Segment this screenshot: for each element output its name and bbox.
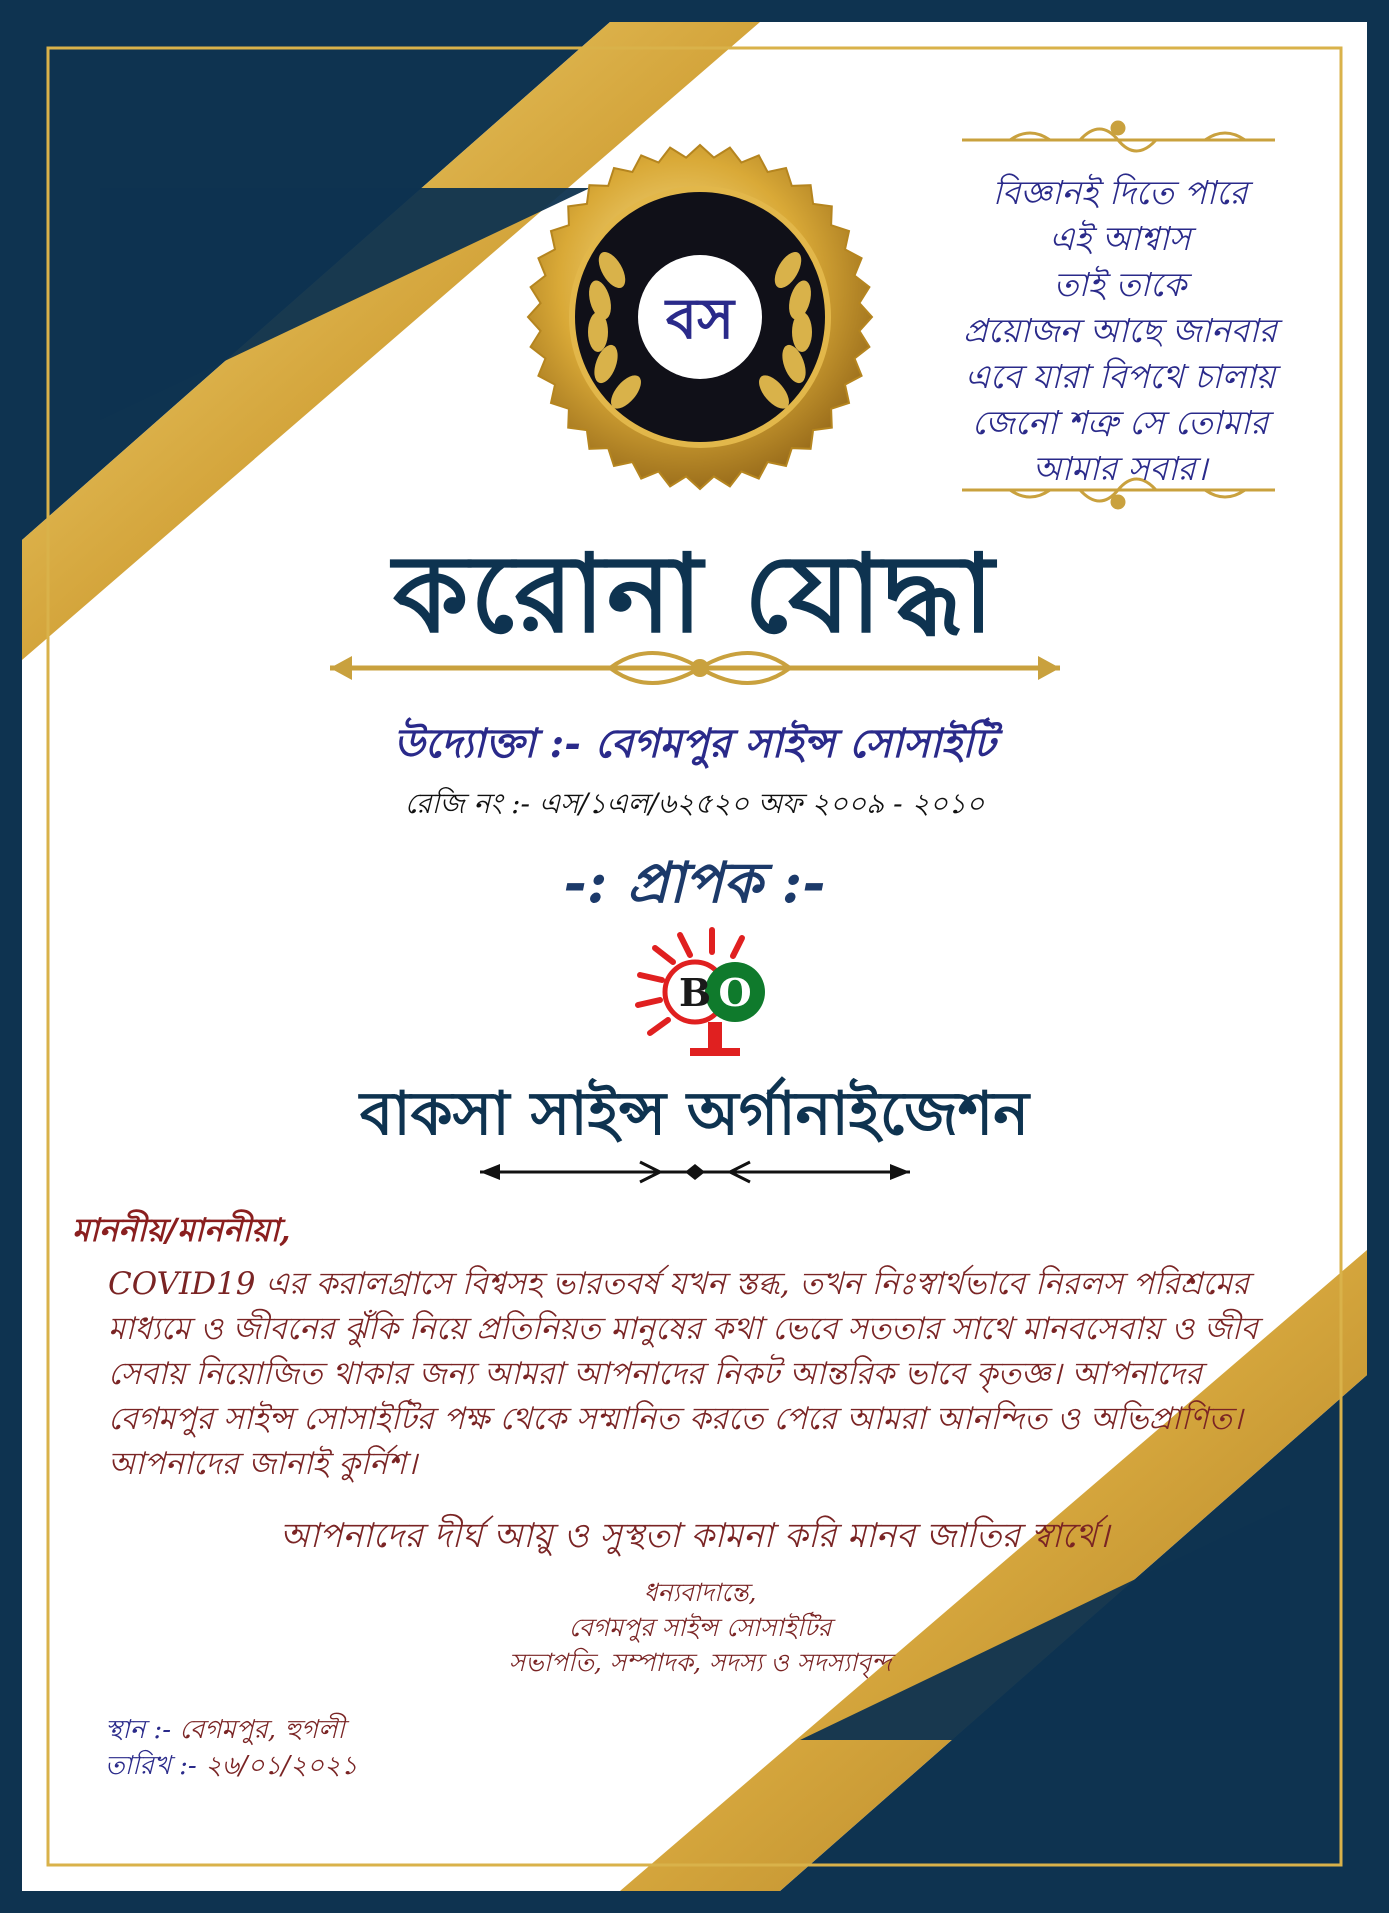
salutation: মাননীয়/মাননীয়া, [72, 1211, 291, 1249]
place-label: স্থান :- [105, 1715, 172, 1745]
poem-block [940, 170, 1300, 492]
certificate-title: করোনা যোদ্ধা [393, 532, 996, 657]
poem-line: প্রয়োজন আছে জানবার [963, 311, 1277, 350]
registration-number: রেজি নং :- এস/১এল/৬২৫২০ অফ ২০০৯ - ২০১০ [404, 787, 985, 820]
poem-line: এবে যারা বিপথে চালায় [964, 357, 1276, 396]
place-row [105, 1712, 358, 1748]
date-label: তারিখ :- [105, 1751, 197, 1781]
signature-line: ধন্যবাদান্তে, [643, 1578, 757, 1607]
poem-line: জেনো শত্রু সে তোমার [971, 403, 1269, 442]
logo-letter-o: O [718, 970, 752, 1015]
wish-line: আপনাদের দীর্ঘ আয়ু ও সুস্থতা কামনা করি মানব জাতির স্বার্থে। [279, 1516, 1110, 1556]
date-row [105, 1748, 358, 1784]
place-date-block [105, 1712, 358, 1784]
poem-line: তাই তাকে [1053, 265, 1187, 304]
organizer: উদ্যোক্তা :- বেগমপুর সাইন্স সোসাইটি [393, 720, 996, 767]
signature-line: সভাপতি, সম্পাদক, সদস্য ও সদস্যাবৃন্দ [508, 1648, 892, 1677]
date-value: ২৬/০১/২০২১ [204, 1751, 358, 1781]
body-text: COVID19 এর করালগ্রাসে বিশ্বসহ ভারতবর্ষ যখন স্তব্ধ, তখন নিঃস্বার্থভাবে নিরলস পরিশ্রমের মাধ্যমে ও জীবনের ঝুঁকি নিয়ে প্রতিনিয়ত মানুষের কথা ভেবে সততার সাথে মানবসেবায় ও জীব সেবায় নিয়োজিত থাকার জন্য আমরা আপনাদের নিকট আন্তরিক ভাবে কৃতজ্ঞ। আপনাদের বেগমপুর সাইন্স সোসাইটির পক্ষ থেকে সম্মানিত করতে পেরে আমরা আনন্দিত ও অভিপ্রাণিত। আপনাদের জানাই কুর্নিশ। [108, 1266, 1258, 1482]
place-value: বেগমপুর, হুগলী [179, 1715, 345, 1745]
poem-line: আমার সবার। [1032, 449, 1208, 488]
recipient-name: বাকসা সাইন্স অর্গানাইজেশন [359, 1079, 1030, 1149]
signature-block [440, 1575, 960, 1680]
poem-line: এই আশ্বাস [1049, 219, 1191, 258]
recipient-label: -: প্রাপক :- [563, 850, 826, 916]
poem-line: বিজ্ঞানই দিতে পারে [992, 173, 1248, 212]
signature-line: বেগমপুর সাইন্স সোসাইটির [568, 1613, 832, 1642]
svg-text:বস: বস [665, 286, 735, 352]
logo-letter-b: B [678, 970, 712, 1015]
